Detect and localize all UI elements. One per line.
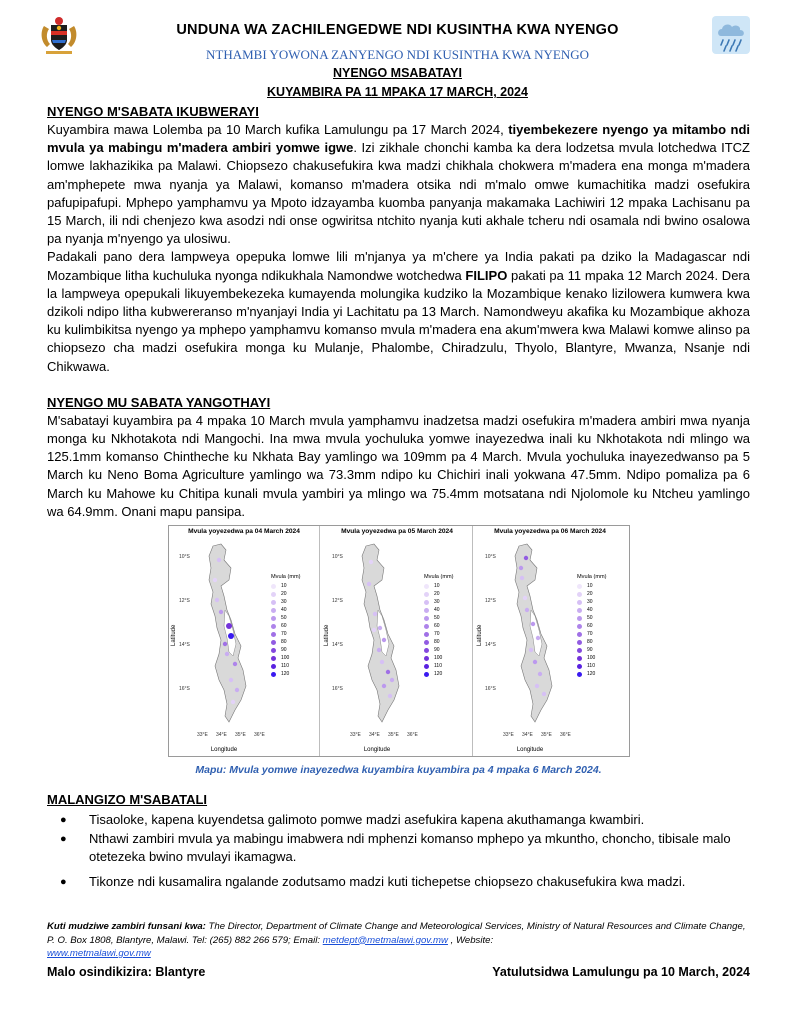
legend-entry xyxy=(271,646,317,654)
legend-value: 120 xyxy=(587,671,596,678)
legend-value: 100 xyxy=(587,655,596,662)
legend-swatch xyxy=(271,616,276,621)
legend-entry xyxy=(424,622,470,630)
email-link[interactable]: metdept@metmalawi.gov.mw xyxy=(322,934,448,946)
past-week-paragraph: M'sabatayi kuyambira pa 4 mpaka 10 March mvula yamphamvu inadzetsa madzi osefukira m'madera ambiri mwa nyanja monga ku Nkhotakota ndi Mangochi. Ina mwa mvula yochuluka yomwe inayezedwa inali ku Nkhotakota ndi mlingo wa 125.1mm komanso Chintheche ku Nkhata Bay yamlingo wa 109mm pa 4 March. Mvula yochuluka inayezedwanso pa 5 March ku Neno Boma Agriculture yamlingo wa 73.3mm ndipo ku Chichiri inali yokwana 47.5mm. Ndipo pomaliza pa 6 March ku Mahowe ku Chitipa kunali mvula yambiri ya mlingo wa 75.4mm motsatana ndi Njolomole ku Ntcheu yamlingo wa 64.9mm. Onani mapu pansipa. xyxy=(47,412,750,519)
rain-station-dot xyxy=(388,694,392,698)
rain-station-dot xyxy=(542,692,546,696)
legend-swatch xyxy=(424,672,429,677)
rain-station-dot xyxy=(228,633,234,639)
legend-swatch xyxy=(577,648,582,653)
legend-value: 10 xyxy=(281,583,287,590)
rain-station-dot xyxy=(217,558,221,562)
x-axis-label: Longitude xyxy=(363,747,391,754)
text-span: pakati pa 11 mpaka 12 March 2024. Dera la lampweya opepukali likuyembekezeka kumayenda molungika kudziko la Mozambique kenako lizilowera kumwera kwa dzikoli ndipo litha kubwereranso m'nyanjayi India yi Lachitatu pa 13 March. Namondweyu akafika ku Mozambique akhoza ku kulimbikitsa nyengo ya mphepo yamphamvu komanso mvula m'madera ena akum'mwera kwa Malawi komwe alinso pa chiopsezo cha madzi osefukira monga ku Mulanje, Phalombe, Chiradzulu, Thyolo, Blantyre, Mwanza, Nsanje ndi Chikwawa. xyxy=(47,267,750,374)
lat-tick: 16°S xyxy=(485,686,496,693)
ministry-title: UNDUNA WA ZACHILENGEDWE NDI KUSINTHA KWA NYENGO xyxy=(176,22,619,38)
legend-swatch xyxy=(577,624,582,629)
section-title-past-week: NYENGO MU SABATA YANGOTHAYI xyxy=(47,394,271,410)
legend-swatch xyxy=(271,584,276,589)
map-panel-title: Mvula yoyezedwa pa 05 March 2024 xyxy=(341,528,453,536)
rain-station-dot xyxy=(520,576,524,580)
rain-station-dot xyxy=(538,672,542,676)
lat-tick: 10°S xyxy=(485,554,496,561)
legend-swatch xyxy=(271,624,276,629)
malawi-map xyxy=(183,540,269,732)
map-legend xyxy=(577,574,623,678)
legend-entry xyxy=(424,606,470,614)
rain-station-dot xyxy=(219,610,223,614)
rainfall-map-panel xyxy=(322,526,473,756)
legend-swatch xyxy=(577,632,582,637)
bulletin-header xyxy=(0,0,795,104)
legend-swatch xyxy=(271,592,276,597)
map-panel-title: Mvula yoyezedwa pa 04 March 2024 xyxy=(188,528,300,536)
rainfall-maps xyxy=(168,525,630,757)
legend-value: 110 xyxy=(587,663,595,670)
department-title: NTHAMBI YOWONA ZANYENGO NDI KUSINTHA KWA NYENGO xyxy=(206,47,589,62)
legend-value: 60 xyxy=(434,623,440,630)
rain-station-dot xyxy=(377,648,381,652)
map-legend xyxy=(271,574,317,678)
legend-value: 80 xyxy=(434,639,440,646)
legend-value: 80 xyxy=(281,639,287,646)
legend-value: 70 xyxy=(587,631,593,638)
legend-swatch xyxy=(271,664,276,669)
legend-entry xyxy=(271,582,317,590)
rain-station-dot xyxy=(233,662,237,666)
text-span: Padakali pano dera lampweya opepuka lomwe lili m'njanya ya m'chere ya India pakati pa dziko la Madagascar ndi Mozambique litha kuchuluka nyonga ndikukhala Namondwe wotchedwa xyxy=(47,249,750,283)
lat-tick: 14°S xyxy=(485,642,496,649)
legend-entry xyxy=(424,598,470,606)
lon-tick: 36°E xyxy=(560,732,571,739)
legend-swatch xyxy=(577,640,582,645)
legend-value: 50 xyxy=(281,615,287,622)
legend-value: 100 xyxy=(281,655,290,662)
legend-value: 100 xyxy=(434,655,443,662)
legend-value: 90 xyxy=(587,647,593,654)
advice-list xyxy=(47,811,750,891)
lon-tick: 34°E xyxy=(216,732,227,739)
coming-week-paragraph-2 xyxy=(47,248,750,375)
lon-tick: 34°E xyxy=(369,732,380,739)
issue-date: Yatulutsidwa Lamulungu pa 10 March, 2024 xyxy=(492,965,750,979)
website-link[interactable]: www.metmalawi.gov.mw xyxy=(47,948,151,959)
legend-value: 20 xyxy=(587,591,593,598)
legend-value: 70 xyxy=(281,631,287,638)
rain-station-dot xyxy=(533,660,537,664)
cyclone-name: FILIPO xyxy=(465,267,508,283)
legend-swatch xyxy=(577,592,582,597)
text-emphasis: tiyembekezere nyengo ya mitambo ndi mvula ya mabingu m'madera ambiri yomwe igwe xyxy=(47,122,751,156)
rain-station-dot xyxy=(231,700,235,704)
lon-tick: 35°E xyxy=(235,732,246,739)
legend-swatch xyxy=(577,656,582,661)
legend-entry xyxy=(577,646,623,654)
rain-station-dot xyxy=(531,622,535,626)
legend-title: Mvula (mm) xyxy=(271,574,301,581)
legend-value: 10 xyxy=(434,583,440,590)
legend-entry xyxy=(271,654,317,662)
legend-entry xyxy=(271,590,317,598)
advice-text: Tikonze ndi kusamalira ngalande zodutsamo madzi kuti tichepetse chiopsezo chakusefukira kwa madzi. xyxy=(89,873,686,889)
legend-entry xyxy=(424,614,470,622)
legend-swatch xyxy=(271,648,276,653)
rain-station-dot xyxy=(382,684,386,688)
lon-tick: 36°E xyxy=(254,732,265,739)
legend-swatch xyxy=(424,664,429,669)
legend-swatch xyxy=(577,616,582,621)
legend-value: 60 xyxy=(281,623,287,630)
legend-swatch xyxy=(577,584,582,589)
rain-cloud-icon xyxy=(712,16,750,54)
rainfall-map-panel xyxy=(475,526,625,756)
lat-tick: 10°S xyxy=(179,554,190,561)
legend-swatch xyxy=(271,656,276,661)
legend-value: 80 xyxy=(587,639,593,646)
lon-tick: 35°E xyxy=(388,732,399,739)
legend-entry xyxy=(271,638,317,646)
lat-tick: 14°S xyxy=(332,642,343,649)
legend-swatch xyxy=(424,624,429,629)
legend-value: 110 xyxy=(434,663,442,670)
rain-station-dot xyxy=(229,678,233,682)
legend-entry xyxy=(577,582,623,590)
legend-value: 50 xyxy=(587,615,593,622)
legend-title: Mvula (mm) xyxy=(424,574,454,581)
legend-value: 30 xyxy=(587,599,593,606)
text-span: Kuyambira mawa Lolemba pa 10 March kufika Lamulungu pa 17 March 2024, xyxy=(47,122,509,137)
legend-value: 40 xyxy=(587,607,593,614)
map-legend xyxy=(424,574,470,678)
rain-station-dot xyxy=(380,660,384,664)
legend-value: 90 xyxy=(281,647,287,654)
lat-tick: 12°S xyxy=(332,598,343,605)
legend-entry xyxy=(577,662,623,670)
y-axis-label: Latitude xyxy=(477,624,483,647)
lon-tick: 33°E xyxy=(197,732,208,739)
legend-entry xyxy=(271,670,317,678)
legend-entry xyxy=(424,590,470,598)
legend-swatch xyxy=(271,632,276,637)
legend-entry xyxy=(577,622,623,630)
legend-value: 30 xyxy=(281,599,287,606)
rain-station-dot xyxy=(372,628,376,632)
rain-station-dot xyxy=(378,626,382,630)
rain-station-dot xyxy=(525,608,529,612)
legend-entry xyxy=(424,670,470,678)
lat-tick: 16°S xyxy=(179,686,190,693)
legend-swatch xyxy=(271,640,276,645)
website-label: , Website: xyxy=(447,934,494,946)
legend-value: 30 xyxy=(434,599,440,606)
legend-value: 20 xyxy=(434,591,440,598)
legend-swatch xyxy=(424,648,429,653)
x-axis-label: Longitude xyxy=(210,747,238,754)
legend-entry xyxy=(424,638,470,646)
rain-station-dot xyxy=(390,678,394,682)
legend-value: 90 xyxy=(434,647,440,654)
rain-station-dot xyxy=(535,684,539,688)
rain-station-dot xyxy=(223,642,227,646)
legend-value: 60 xyxy=(587,623,593,630)
list-item xyxy=(47,830,750,867)
legend-value: 40 xyxy=(434,607,440,614)
legend-entry xyxy=(577,670,623,678)
contact-info xyxy=(47,920,750,961)
lon-tick: 33°E xyxy=(350,732,361,739)
legend-value: 120 xyxy=(434,671,443,678)
rain-station-dot xyxy=(524,556,528,560)
advice-text: Nthawi zambiri mvula ya mabingu imabwera ndi mphenzi komanso mphepo ya mkuntho, choncho, tibisale malo otetezeka bwino mvulayi ikamagwa. xyxy=(89,830,731,865)
rain-station-dot xyxy=(235,688,239,692)
legend-value: 110 xyxy=(281,663,289,670)
rain-station-dot xyxy=(369,560,373,564)
rain-station-dot xyxy=(536,636,540,640)
legend-entry xyxy=(424,582,470,590)
legend-entry xyxy=(271,662,317,670)
legend-value: 40 xyxy=(281,607,287,614)
report-period: KUYAMBIRA PA 11 MPAKA 17 MARCH, 2024 xyxy=(267,85,528,99)
legend-value: 10 xyxy=(587,583,593,590)
legend-swatch xyxy=(424,600,429,605)
coming-week-paragraph-1 xyxy=(47,121,750,248)
legend-entry xyxy=(577,638,623,646)
legend-swatch xyxy=(577,672,582,677)
bullet-icon: ● xyxy=(60,814,67,827)
maps-caption: Mapu: Mvula yomwe inayezedwa kuyambira kuyambira pa 4 mpaka 6 March 2024. xyxy=(195,764,602,777)
print-origin: Malo osindikizira: Blantyre xyxy=(47,965,206,979)
lon-tick: 34°E xyxy=(522,732,533,739)
lon-tick: 33°E xyxy=(503,732,514,739)
legend-entry xyxy=(577,606,623,614)
lon-tick: 35°E xyxy=(541,732,552,739)
legend-entry xyxy=(271,606,317,614)
rain-station-dot xyxy=(386,670,390,674)
legend-swatch xyxy=(424,584,429,589)
rain-station-dot xyxy=(226,623,232,629)
legend-swatch xyxy=(424,608,429,613)
rain-station-dot xyxy=(367,582,371,586)
legend-swatch xyxy=(424,656,429,661)
legend-entry xyxy=(271,614,317,622)
legend-value: 50 xyxy=(434,615,440,622)
legend-value: 70 xyxy=(434,631,440,638)
text-span: . Izi zikhale chonchi kamba ka dera lodzetsa mvula lotchedwa ITCZ lomwe lakhazikika pa Malawi. Chiopsezo chakusefukira kwa madzi chikhala chokwera m'madera ena monga m'madera am'mphepete mwa nyanja ya Malawi, komanso m'madera otsika ndi m'malo omwe kumachitika madzi osefukira pafupipafupi. Mphepo yamphamvu ya Mpoto idzayamba kuomba panyanja makamaka Lachiwiri 12 mpaka Lachisanu pa 15 March, ili ndi chenjezo kwa asodzi ndi onse ogwiritsa ntchito nyanja kuti akhale tcheru ndi osamala ndi bwino osalowa pa nyanja m'nyengo ya ulosiwu. xyxy=(47,140,750,247)
rain-station-dot xyxy=(373,612,377,616)
legend-value: 120 xyxy=(281,671,290,678)
legend-title: Mvula (mm) xyxy=(577,574,607,581)
legend-swatch xyxy=(577,600,582,605)
report-kind: NYENGO MSABATAYI xyxy=(333,66,462,80)
lon-tick: 36°E xyxy=(407,732,418,739)
map-panel-title: Mvula yoyezedwa pa 06 March 2024 xyxy=(494,528,606,536)
malawi-map xyxy=(489,540,575,732)
advice-text: Tisaoloke, kapena kuyendetsa galimoto pomwe madzi asefukira kapena akuthamanga kwambiri. xyxy=(89,812,645,828)
bulletin-footer xyxy=(47,920,750,979)
rain-station-dot xyxy=(215,598,219,602)
legend-entry xyxy=(271,598,317,606)
section-title-coming-week: NYENGO M'SABATA IKUBWERAYI xyxy=(47,104,259,119)
lat-tick: 10°S xyxy=(332,554,343,561)
legend-entry xyxy=(271,630,317,638)
legend-swatch xyxy=(271,672,276,677)
legend-entry xyxy=(424,654,470,662)
legend-swatch xyxy=(424,616,429,621)
legend-entry xyxy=(577,654,623,662)
legend-swatch xyxy=(424,632,429,637)
lat-tick: 14°S xyxy=(179,642,190,649)
section-title-advice: MALANGIZO M'SABATALI xyxy=(47,792,208,808)
contact-lead: Kuti mudziwe zambiri funsani kwa: xyxy=(47,921,206,932)
lat-tick: 12°S xyxy=(179,598,190,605)
bulletin-body xyxy=(47,103,750,891)
legend-entry xyxy=(577,630,623,638)
rain-station-dot xyxy=(519,566,523,570)
legend-swatch xyxy=(424,640,429,645)
legend-swatch xyxy=(271,600,276,605)
legend-entry xyxy=(424,662,470,670)
rain-station-dot xyxy=(523,596,527,600)
bullet-icon: ● xyxy=(60,875,67,888)
rain-station-dot xyxy=(529,648,533,652)
legend-value: 20 xyxy=(281,591,287,598)
legend-swatch xyxy=(577,608,582,613)
rainfall-map-panel xyxy=(169,526,320,756)
bullet-icon: ● xyxy=(60,832,67,845)
legend-entry xyxy=(424,646,470,654)
lat-tick: 12°S xyxy=(485,598,496,605)
contact-text: The Director, Department of Climate Change and Meteorological Services, Ministry of Natural Resources and Climate Change, P. O. Box 1808, Blantyre, Malawi. Tel: (265) 882 266 579; Email: xyxy=(47,921,746,946)
legend-entry xyxy=(577,614,623,622)
list-item xyxy=(47,811,750,830)
x-axis-label: Longitude xyxy=(516,747,544,754)
rain-station-dot xyxy=(213,578,217,582)
malawi-map xyxy=(336,540,422,732)
rain-station-dot xyxy=(225,652,229,656)
lat-tick: 16°S xyxy=(332,686,343,693)
list-item xyxy=(47,873,750,892)
legend-swatch xyxy=(577,664,582,669)
y-axis-label: Latitude xyxy=(171,624,177,647)
y-axis-label: Latitude xyxy=(324,624,330,647)
legend-entry xyxy=(424,630,470,638)
legend-swatch xyxy=(424,592,429,597)
legend-entry xyxy=(577,598,623,606)
rain-station-dot xyxy=(382,638,386,642)
legend-entry xyxy=(271,622,317,630)
legend-entry xyxy=(577,590,623,598)
legend-swatch xyxy=(271,608,276,613)
